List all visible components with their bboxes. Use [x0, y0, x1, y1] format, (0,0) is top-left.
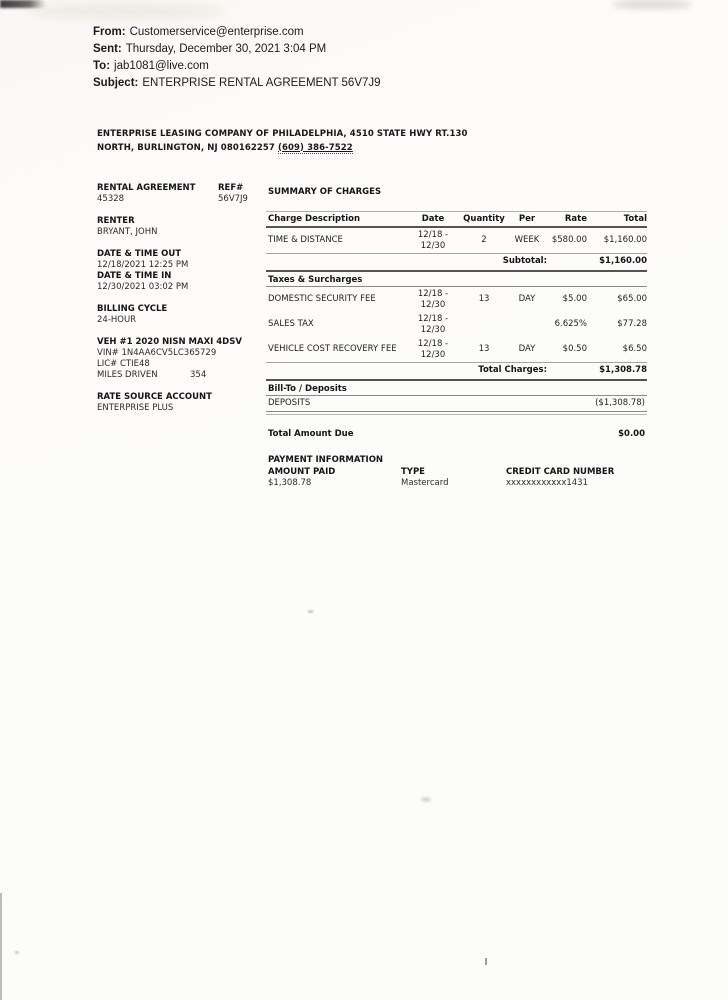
vehicle-vin: VIN# 1N4AA6CV5LC365729 [97, 348, 217, 358]
date-time-out-value: 12/18/2021 12:25 PM [97, 260, 189, 270]
scan-speck [485, 958, 487, 965]
scan-artifact-top-left [0, 0, 46, 8]
vehicle-group [97, 337, 262, 381]
charges-table-header-row [266, 211, 647, 229]
charge-rate: $580.00 [551, 235, 587, 246]
subtotal-label: Subtotal: [502, 256, 547, 266]
credit-card-number-label: CREDIT CARD NUMBER [506, 466, 615, 477]
charge-date-start: 12/18 - [417, 230, 449, 240]
company-address-line2-text: NORTH, BURLINGTON, NJ 080162257 [97, 142, 275, 153]
tax-description: VEHICLE COST RECOVERY FEE [268, 344, 397, 355]
tax-date-start: 12/18 - [417, 314, 449, 324]
email-subject-line [93, 75, 381, 92]
tax-rate: 6.625% [554, 319, 587, 330]
tax-date-range [404, 314, 462, 335]
tax-row-sales-tax [266, 312, 647, 337]
charge-row-time-and-distance [266, 228, 647, 254]
total-charges-label: Total Charges: [478, 365, 547, 375]
scan-artifact-top-left-smudge [26, 3, 226, 19]
deposits-row [266, 396, 647, 412]
total-charges-row [266, 363, 647, 381]
email-to-label: To: [93, 60, 111, 72]
amount-paid-label: AMOUNT PAID [268, 466, 336, 477]
taxes-surcharges-heading: Taxes & Surcharges [266, 273, 647, 288]
tax-description: DOMESTIC SECURITY FEE [268, 294, 376, 305]
tax-date-range [404, 339, 462, 360]
renter-group [97, 216, 262, 238]
rental-agreement-number: 45328 [97, 194, 125, 204]
total-amount-due-row [266, 429, 647, 440]
scan-speck [308, 610, 313, 613]
renter-name: BRYANT, JOHN [97, 227, 158, 237]
tax-rate: $0.50 [562, 344, 587, 355]
ref-group [218, 183, 248, 205]
email-from-label: From: [93, 26, 126, 38]
tax-row-domestic-security-fee [266, 287, 647, 312]
col-header-rate: Rate [564, 213, 587, 224]
tax-date-start: 12/18 - [417, 339, 449, 349]
renter-label: RENTER [97, 216, 135, 226]
scan-artifact-left-edge [0, 893, 2, 1000]
summary-of-charges-section [266, 183, 647, 489]
amount-paid-value: $1,308.78 [268, 478, 312, 488]
company-phone-number: (609) 386-7522 [278, 142, 353, 153]
tax-total: $65.00 [617, 294, 647, 305]
email-from-value: Customerservice@enterprise.com [129, 26, 304, 38]
rate-source-value: ENTERPRISE PLUS [97, 403, 174, 413]
rate-source-label: RATE SOURCE ACCOUNT [97, 392, 212, 402]
email-sent-label: Sent: [93, 43, 122, 55]
date-time-out-label: DATE & TIME OUT [97, 249, 182, 259]
ref-label: REF# [218, 183, 244, 193]
tax-date-range [404, 289, 462, 310]
date-time-in-label: DATE & TIME IN [97, 271, 172, 281]
miles-driven-label: MILES DRIVEN [97, 370, 158, 380]
col-header-charge-description: Charge Description [268, 213, 361, 224]
tax-date-end: 12/30 [420, 349, 446, 360]
billing-cycle-label: BILLING CYCLE [97, 304, 168, 314]
miles-driven-value: 354 [190, 370, 207, 380]
payment-values-row [266, 478, 647, 489]
subtotal-amount: $1,160.00 [599, 256, 647, 266]
tax-quantity: 13 [478, 344, 490, 355]
dates-group [97, 249, 262, 293]
ref-number: 56V7J9 [218, 194, 248, 204]
total-amount-due-label: Total Amount Due [268, 428, 354, 439]
charge-date-range [404, 230, 462, 251]
billing-cycle-value: 24-HOUR [97, 315, 137, 325]
vehicle-license: LIC# CTIE48 [97, 359, 150, 369]
scan-artifact-top-right [612, 0, 692, 9]
tax-description: SALES TAX [268, 319, 314, 330]
col-header-quantity: Quantity [463, 213, 505, 224]
charge-total: $1,160.00 [603, 235, 647, 246]
total-amount-due-amount: $0.00 [618, 428, 645, 439]
billing-cycle-group [97, 304, 262, 326]
rate-source-group [97, 392, 262, 414]
tax-row-vehicle-cost-recovery-fee [266, 337, 647, 363]
tax-quantity: 13 [478, 294, 490, 305]
email-header [93, 24, 381, 92]
company-address-line1: ENTERPRISE LEASING COMPANY OF PHILADELPHIA, 4510 STATE HWY RT.130 [97, 129, 468, 139]
tax-date-start: 12/18 - [417, 289, 449, 299]
total-charges-amount: $1,308.78 [599, 365, 647, 375]
col-header-per: Per [518, 213, 536, 224]
credit-card-number-value: xxxxxxxxxxxx1431 [506, 478, 588, 488]
tax-total: $77.28 [617, 319, 647, 330]
charge-per: WEEK [514, 235, 540, 246]
scan-speck [15, 951, 19, 954]
rental-agreement-label: RENTAL AGREEMENT [97, 183, 196, 193]
tax-per: DAY [518, 294, 536, 305]
tax-rate: $5.00 [562, 294, 587, 305]
payment-headers-row [266, 467, 647, 478]
summary-of-charges-title: SUMMARY OF CHARGES [268, 187, 382, 197]
rental-agreement-group [97, 183, 262, 205]
email-sent-value: Thursday, December 30, 2021 3:04 PM [125, 43, 327, 55]
deposits-amount: ($1,308.78) [595, 398, 645, 408]
deposits-label: DEPOSITS [268, 398, 311, 408]
email-sent-line [93, 41, 381, 58]
subtotal-row [266, 254, 647, 272]
charge-date-end: 12/30 [420, 240, 446, 251]
payment-information-heading: PAYMENT INFORMATION [268, 455, 384, 465]
tax-per: DAY [518, 344, 536, 355]
deposits-double-rule [266, 412, 647, 415]
email-subject-value: ENTERPRISE RENTAL AGREEMENT 56V7J9 [142, 77, 381, 89]
bill-to-deposits-heading: Bill-To / Deposits [266, 382, 647, 397]
scan-speck [421, 797, 431, 802]
email-to-line [93, 58, 381, 75]
company-address-line2 [97, 142, 507, 156]
rental-details-panel [97, 183, 262, 425]
date-time-in-value: 12/30/2021 03:02 PM [97, 282, 189, 292]
payment-type-label: TYPE [401, 466, 425, 477]
charge-description: TIME & DISTANCE [268, 235, 343, 246]
col-header-date: Date [421, 213, 445, 224]
company-header [97, 128, 507, 155]
vehicle-label: VEH #1 2020 NISN MAXI 4DSV [97, 337, 242, 347]
tax-date-end: 12/30 [420, 299, 446, 310]
charge-quantity: 2 [481, 235, 487, 246]
email-from-line [93, 24, 381, 41]
tax-date-end: 12/30 [420, 324, 446, 335]
tax-total: $6.50 [622, 344, 647, 355]
email-to-value: jab1081@live.com [114, 60, 209, 72]
miles-driven-row [97, 370, 262, 381]
payment-type-value: Mastercard [401, 478, 449, 488]
email-subject-label: Subject: [93, 77, 139, 89]
col-header-total: Total [623, 213, 647, 224]
